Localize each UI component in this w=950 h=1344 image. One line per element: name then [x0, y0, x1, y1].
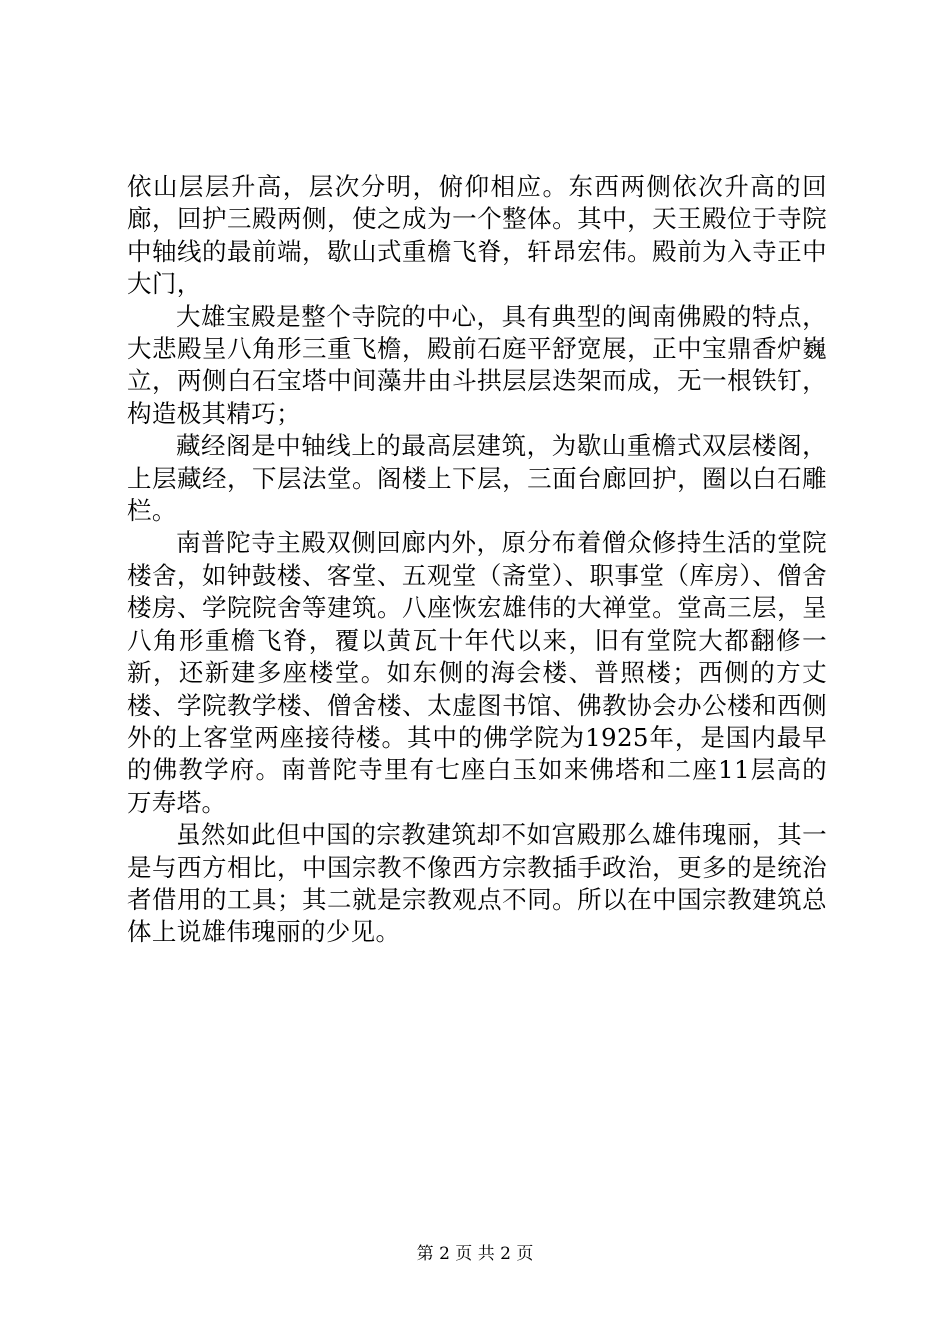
page-footer: 第 2 页 共 2 页	[416, 1244, 534, 1264]
paragraph-5: 虽然如此但中国的宗教建筑却不如宫殿那么雄伟瑰丽，其一是与西方相比，中国宗教不像西方宗教插手政治，更多的是统治者借用的工具；其二就是宗教观点不同。所以在中国宗教建筑总体上说雄伟瑰丽的少见。	[127, 820, 827, 947]
paragraph-4: 南普陀寺主殿双侧回廊内外，原分布着僧众修持生活的堂院楼舍，如钟鼓楼、客堂、五观堂（斋堂）、职事堂（库房）、僧舍楼房、学院院舍等建筑。八座恢宏雄伟的大禅堂。堂高三层，呈八角形重檐飞脊，覆以黄瓦十年代以来，旧有堂院大都翻修一新，还新建多座楼堂。如东侧的海会楼、普照楼；西侧的方丈楼、学院教学楼、僧舍楼、太虚图书馆、佛教协会办公楼和西侧外的上客堂两座接待楼。其中的佛学院为1925年，是国内最早的佛教学府。南普陀寺里有七座白玉如来佛塔和二座11层高的万寿塔。	[127, 528, 827, 817]
paragraph-3: 藏经阁是中轴线上的最高层建筑，为歇山重檐式双层楼阁，上层藏经，下层法堂。阁楼上下层，三面台廊回护，圈以白石雕栏。	[127, 431, 827, 526]
paragraph-1: 依山层层升高，层次分明，俯仰相应。东西两侧依次升高的回廊，回护三殿两侧，使之成为一个整体。其中，天王殿位于寺院中轴线的最前端，歇山式重檐飞脊，轩昂宏伟。殿前为入寺正中大门，	[127, 172, 827, 299]
paragraph-2: 大雄宝殿是整个寺院的中心，具有典型的闽南佛殿的特点，大悲殿呈八角形三重飞檐，殿前石庭平舒宽展，正中宝鼎香炉巍立，两侧白石宝塔中间藻井由斗拱层层迭架而成，无一根铁钉，构造极其精巧；	[127, 301, 827, 428]
document-body	[127, 171, 827, 949]
